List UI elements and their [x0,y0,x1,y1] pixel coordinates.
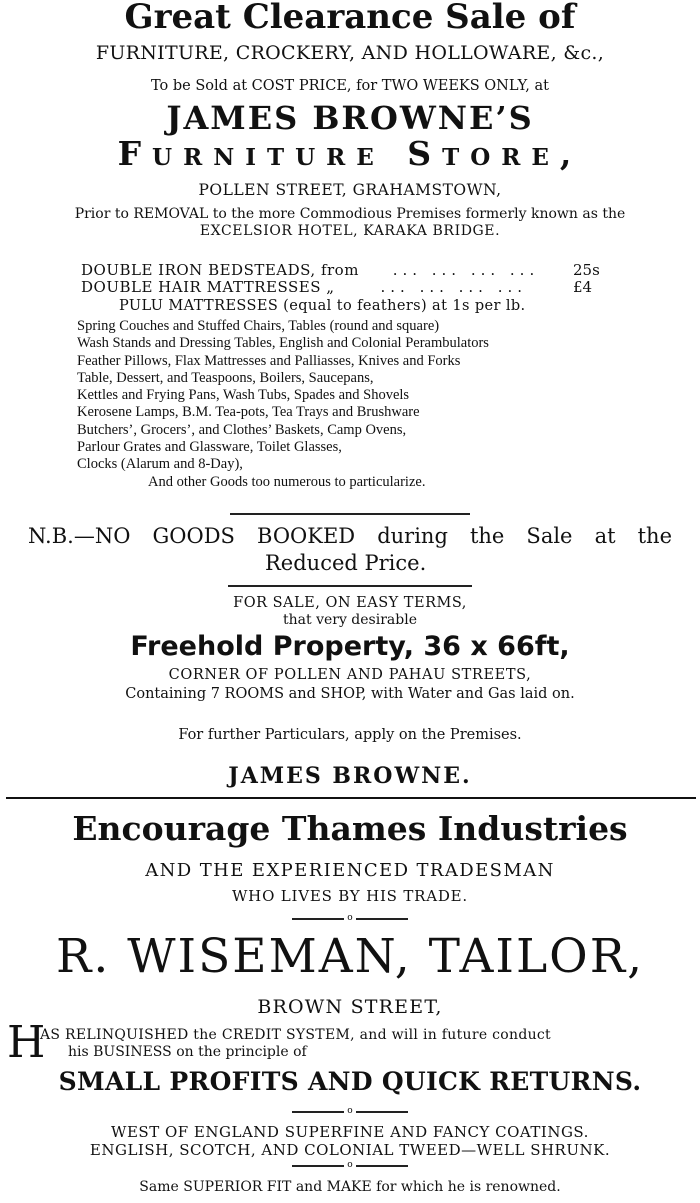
ad1-for-sale: FOR SALE, ON EASY TERMS, [233,595,467,611]
goods-line: Feather Pillows, Flax Mattresses and Palliasses, Knives and Forks [77,352,461,369]
goods-line: Butchers’, Grocers’, and Clothes’ Baskets, Camp Ovens, [77,421,407,438]
ad2-motto: SMALL PROFITS AND QUICK RETURNS. [58,1067,642,1096]
ornament-rule [356,1111,408,1113]
ad1-desirable: that very desirable [283,612,417,628]
ad1-nb-line1 [28,523,672,549]
ad2-street: BROWN STREET, [257,996,443,1018]
ad1-containing: Containing 7 ROOMS and SHOP, with Water and Gas laid on. [125,686,575,702]
nb-text: N.B.—NO GOODS BOOKED during the Sale at the [28,524,672,548]
ornament-rule [292,1165,344,1167]
divider [228,585,472,587]
priced-item-dots: ... ... ... ... [380,278,528,296]
ad2-body-line2: his BUSINESS on the principle of [68,1044,307,1060]
ad2-body-line1: AS RELINQUISHED the CREDIT SYSTEM, and will in future conduct [40,1027,551,1043]
divider [230,513,470,515]
ornament-glyph: o [347,913,353,923]
goods-line: Spring Couches and Stuffed Chairs, Tables (round and square) [77,318,440,334]
ornament-divider [0,1161,700,1170]
ad2-headline: Encourage Thames Industries [72,809,628,848]
ornament-rule [292,918,344,920]
goods-line: Kerosene Lamps, B.M. Tea-pots, Tea Trays and Brushware [77,404,420,421]
goods-line: Table, Dessert, and Teaspoons, Boilers, Saucepans, [77,369,374,386]
priced-item-price: 25s [573,261,600,279]
ad1-particulars: For further Particulars, apply on the Premises. [178,727,522,743]
ad2-closing: Same SUPERIOR FIT and MAKE for which he is renowned. [139,1179,561,1195]
goods-line: Parlour Grates and Glassware, Toilet Glasses, [77,439,342,456]
priced-item [81,262,601,279]
goods-line: Clocks (Alarum and 8-Day), [77,456,243,473]
ad1-goods-list [0,318,700,491]
ad1-sold-line: To be Sold at COST PRICE, for TWO WEEKS ONLY, at [151,78,549,94]
ad2-tweeds: ENGLISH, SCOTCH, AND COLONIAL TWEED—WELL SHRUNK. [89,1141,611,1159]
ad-separator [6,797,696,799]
ornament-glyph: o [347,1160,353,1170]
priced-item [81,279,601,296]
ad2-coatings: WEST OF ENGLAND SUPERFINE AND FANCY COATINGS. [111,1123,589,1141]
ad1-proprietor: JAMES BROWNE’S [166,99,534,137]
ad1-priced-list [81,262,601,296]
ornament-rule [356,1165,408,1167]
ad2-subhead1: AND THE EXPERIENCED TRADESMAN [145,860,555,881]
ad1-address: POLLEN STREET, GRAHAMSTOWN, [198,181,502,199]
priced-item-price: £4 [573,278,593,296]
ad1-property: Freehold Property, 36 x 66ft, [130,631,570,662]
ornament-glyph: o [347,1106,353,1116]
ad1-removal-line1: Prior to REMOVAL to the more Commodious Premises formerly known as the [74,206,626,222]
ad1-headline: Great Clearance Sale of [124,0,576,37]
ad2-subhead2: WHO LIVES BY HIS TRADE. [231,887,469,905]
priced-item-name: DOUBLE IRON BEDSTEADS, from [81,261,359,279]
goods-closing: And other Goods too numerous to particularize. [148,473,426,490]
ornament-rule [292,1111,344,1113]
ornament-divider [0,1107,700,1116]
priced-item-dots: ... ... ... ... [392,261,540,279]
ad1-removal-line2: EXCELSIOR HOTEL, KARAKA BRIDGE. [199,223,501,239]
priced-item-name: DOUBLE HAIR MATTRESSES „ [81,278,335,296]
ad2-initial: H [7,1017,46,1068]
ad1-nb-line2: Reduced Price. [265,551,427,575]
ad1-pulu-line: PULU MATTRESSES (equal to feathers) at 1s per lb. [119,298,526,314]
ornament-rule [356,918,408,920]
ad1-subhead: FURNITURE, CROCKERY, AND HOLLOWARE, &c., [95,42,605,64]
ad1-store-name: Furniture Store, [117,134,583,173]
goods-line: Kettles and Frying Pans, Wash Tubs, Spades and Shovels [77,387,410,404]
ad2-tailor: R. WISEMAN, TAILOR, [55,929,645,984]
ad1-signature: JAMES BROWNE. [228,763,472,789]
ornament-divider [0,914,700,923]
goods-line: Wash Stands and Dressing Tables, English and Colonial Perambulators [77,335,489,352]
ad1-corner: CORNER OF POLLEN AND PAHAU STREETS, [168,667,532,683]
